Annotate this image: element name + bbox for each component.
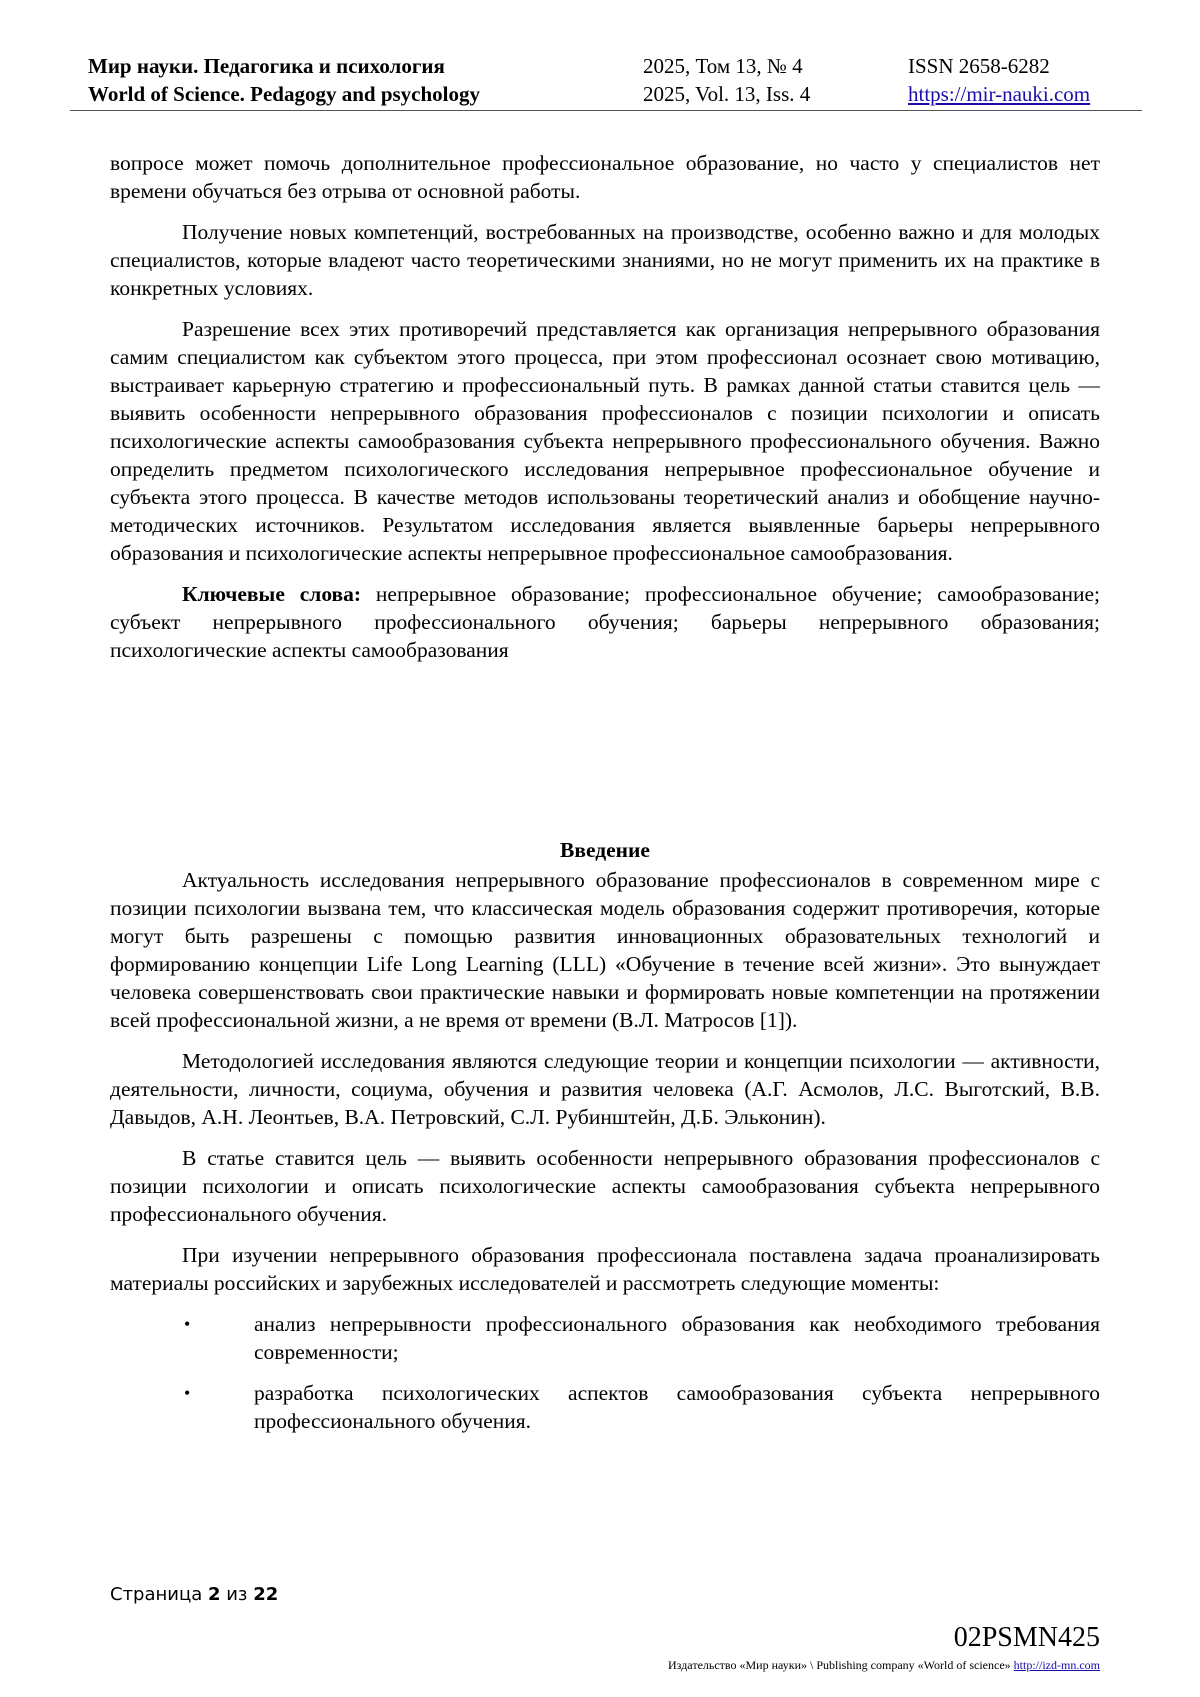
keywords-text: непрерывное образование; профессиональное обучение; самообразование; субъект непрерывного профессионального обучения; барьеры непрерывного образования; психологические аспекты самообразования bbox=[110, 582, 1100, 662]
bullet-icon: • bbox=[184, 1314, 191, 1334]
publisher-link[interactable]: http://izd-mn.com bbox=[1013, 1658, 1100, 1672]
section-title: Введение bbox=[560, 838, 650, 862]
journal-title-en: World of Science. Pedagogy and psychology bbox=[88, 82, 481, 106]
issue-en: 2025, Vol. 13, Iss. 4 bbox=[643, 82, 811, 106]
publisher-text: Издательство «Мир науки» \ Publishing company «World of science» bbox=[668, 1658, 1014, 1672]
page-separator: из bbox=[220, 1584, 254, 1605]
page-prefix: Страница bbox=[110, 1584, 208, 1605]
journal-title-block bbox=[88, 52, 480, 108]
issue-block bbox=[643, 52, 810, 108]
list-item-text: анализ непрерывности профессионального образования как необходимого требования современности; bbox=[254, 1312, 1100, 1364]
abstract-paragraph: вопросе может помочь дополнительное профессиональное образование, но часто у специалистов нет времени обучаться без отрыва от основной работы. bbox=[110, 151, 1100, 203]
abstract-paragraph: Разрешение всех этих противоречий представляется как организация непрерывного образования самим специалистом как субъектом этого процесса, при этом профессионал осознает свою мотивацию, выстраивает карьерную стратегию и профессиональный путь. В рамках данной статьи ставится цель — выявить особенности непрерывного образования профессионалов с позиции психологии и описать психологические аспекты самообразования субъекта непрерывного профессионального обучения. Важно определить предметом психологического исследования непрерывное профессиональное обучение и субъекта этого процесса. В качестве методов использованы теоретический анализ и обобщение научно-методических источников. Результатом исследования является выявленные барьеры непрерывного образования и психологические аспекты непрерывное профессиональное самообразования. bbox=[110, 317, 1100, 565]
list-item-text: разработка психологических аспектов самообразования субъекта непрерывного профессионального обучения. bbox=[254, 1381, 1100, 1433]
keywords-paragraph bbox=[110, 580, 1100, 664]
list-item bbox=[110, 1310, 1100, 1366]
issn: ISSN 2658-6282 bbox=[908, 54, 1050, 78]
intro-paragraph: Методологией исследования являются следующие теории и концепции психологии — активности, деятельности, личности, социума, обучения и развития человека (А.Г. Асмолов, Л.С. Выготский, В.В. Давыдов, А.Н. Леонтьев, В.А. Петровский, С.Л. Рубинштейн, Д.Б. Эльконин). bbox=[110, 1049, 1100, 1129]
publisher-line bbox=[668, 1658, 1100, 1673]
page-header bbox=[70, 52, 1142, 111]
abstract-paragraph: Получение новых компетенций, востребованных на производстве, особенно важно и для молодых специалистов, которые владеют часто теоретическими знаниями, но не могут применить их на практике в конкретных условиях. bbox=[110, 220, 1100, 300]
article-code: 02PSMN425 bbox=[953, 1622, 1100, 1653]
list-item bbox=[110, 1379, 1100, 1435]
section-spacer bbox=[110, 677, 1100, 836]
bullet-icon: • bbox=[184, 1383, 191, 1403]
page-total: 22 bbox=[253, 1584, 279, 1605]
issue-ru: 2025, Том 13, № 4 bbox=[643, 54, 803, 78]
task-list bbox=[110, 1310, 1100, 1435]
article-body bbox=[110, 149, 1100, 1448]
journal-site-link[interactable]: https://mir-nauki.com bbox=[908, 82, 1091, 106]
issn-block bbox=[908, 52, 1090, 108]
journal-title-ru: Мир науки. Педагогика и психология bbox=[88, 54, 445, 78]
page-current: 2 bbox=[207, 1584, 221, 1605]
keywords-label: Ключевые слова: bbox=[182, 582, 362, 606]
intro-paragraph: Актуальность исследования непрерывного образование профессионалов в современном мире с позиции психологии вызвана тем, что классическая модель образования содержит противоречия, которые могут быть разрешены с помощью развития инновационных образовательных технологий и формированию концепции Life Long Learning (LLL) «Обучение в течение всей жизни». Это вынуждает человека совершенствовать свои практические навыки и формировать новые компетенции на протяжении всей профессиональной жизни, а не время от времени (В.Л. Матросов [1]). bbox=[110, 868, 1100, 1032]
page-number bbox=[110, 1584, 278, 1605]
intro-paragraph: При изучении непрерывного образования профессионала поставлена задача проанализировать материалы российских и зарубежных исследователей и рассмотреть следующие моменты: bbox=[110, 1243, 1100, 1295]
intro-paragraph: В статье ставится цель — выявить особенности непрерывного образования профессионалов с позиции психологии и описать психологические аспекты самообразования субъекта непрерывного профессионального обучения. bbox=[110, 1146, 1100, 1226]
